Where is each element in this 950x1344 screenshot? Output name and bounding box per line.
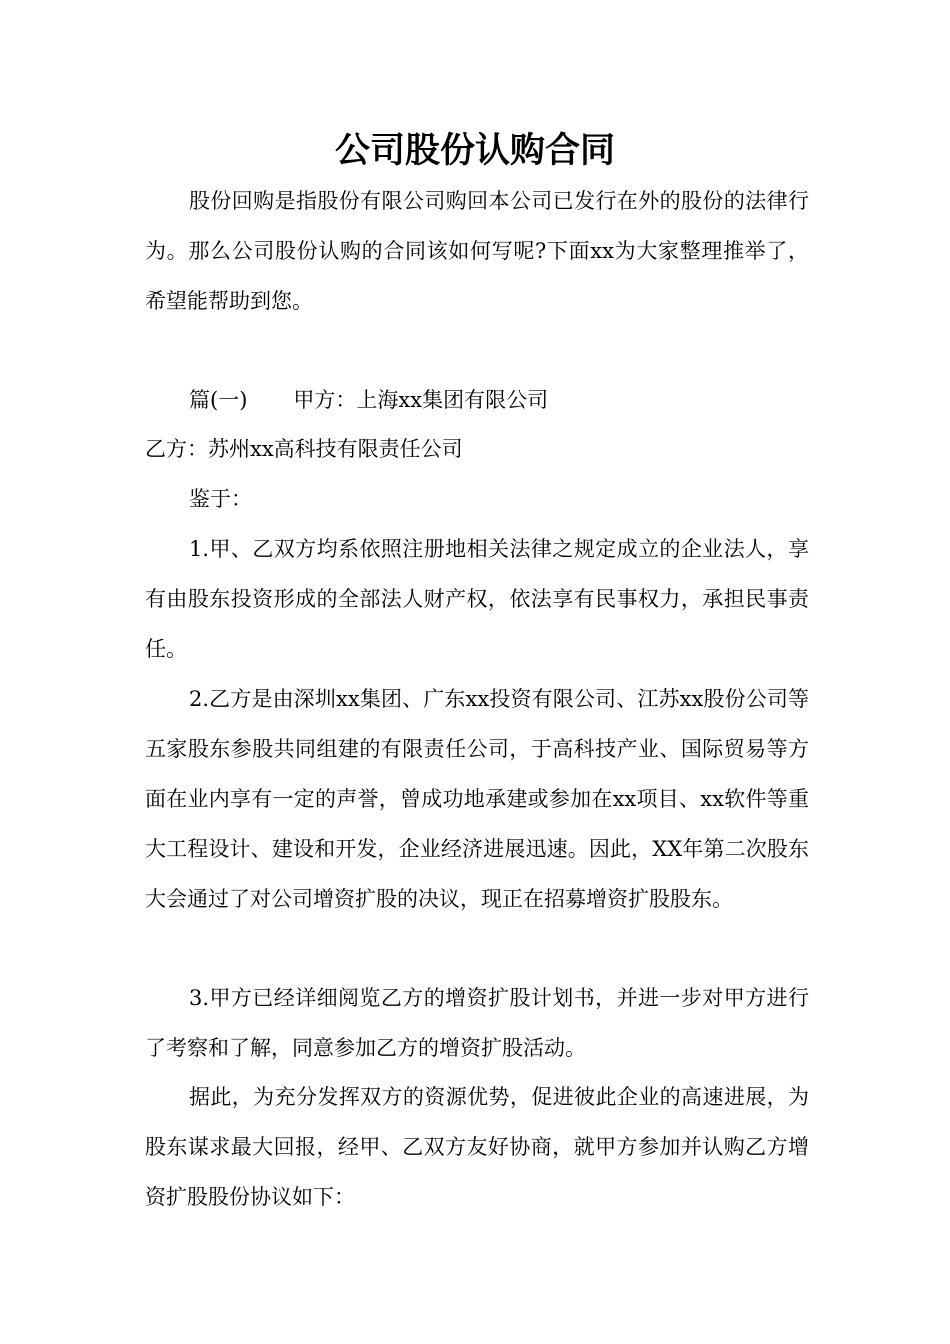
section-label: 篇(一) bbox=[189, 388, 248, 412]
clause-1: 1.甲、乙双方均系依照注册地相关法律之规定成立的企业法人，享有由股东投资形成的全部法人财产权，依法享有民事权力，承担民事责任。 bbox=[145, 537, 809, 661]
clause-2: 2.乙方是由深圳xx集团、广东xx投资有限公司、江苏xx股份公司等五家股东参股共同组建的有限责任公司，于高科技产业、国际贸易等方面在业内享有一定的声誉，曾成功地承建或参加在xx项目、xx软件等重大工程设计、建设和开发，企业经济进展迅速。因此，XX年第二次股东大会通过了对公司增资扩股的决议，现正在招募增资扩股股东。 bbox=[145, 687, 809, 911]
document-title: 公司股份认购合同 bbox=[334, 131, 615, 171]
intro-paragraph: 股份回购是指股份有限公司购回本公司已发行在外的股份的法律行为。那么公司股份认购的合同该如何写呢?下面xx为大家整理推举了，希望能帮助到您。 bbox=[145, 189, 809, 313]
conclusion-paragraph: 据此，为充分发挥双方的资源优势，促进彼此企业的高速进展，为股东谋求最大回报，经甲、乙双方友好协商，就甲方参加并认购乙方增资扩股股份协议如下： bbox=[145, 1085, 809, 1209]
clause-3: 3.甲方已经详细阅览乙方的增资扩股计划书，并进一步对甲方进行了考察和了解，同意参加乙方的增资扩股活动。 bbox=[145, 986, 809, 1060]
party-a: 甲方：上海xx集团有限公司 bbox=[293, 388, 549, 412]
section-heading-line bbox=[145, 375, 809, 425]
whereas-label: 鉴于： bbox=[189, 487, 252, 511]
party-b: 乙方：苏州xx高科技有限责任公司 bbox=[145, 437, 463, 461]
